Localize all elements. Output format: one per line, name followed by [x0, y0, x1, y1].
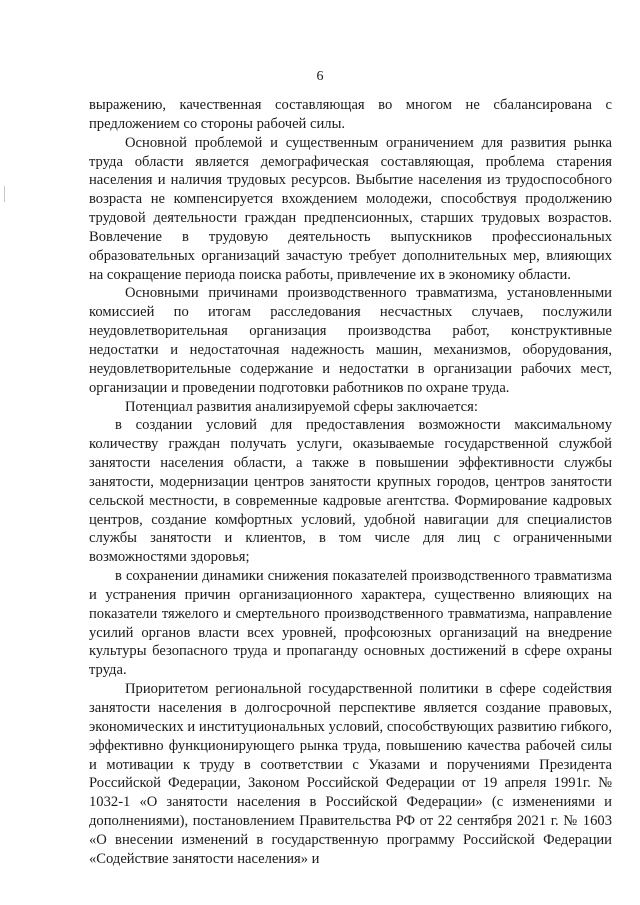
paragraph-potential-safety: в сохранении динамики снижения показателей производственного травматизма и устранения причин организационного характера, существенно влияющих на показатели тяжелого и смертельного производственного травматизма, направление усилий органов власти всех уровней, профсоюзных организаций на внедрение культуры безопасного труда и пропаганду основных достижений в сфере охраны труда.	[89, 568, 612, 679]
paragraph-potential-employment: в создании условий для предоставления возможности максимальному количеству граждан получать услуги, оказываемые государственной службой занятости населения области, а также в повышении эффективности службы занятости, модернизации центров занятости крупных городов, центров занятости сельской местности, в современные кадровые агентства. Формирование кадровых центров, создание комфортных условий, удобной навигации для специалистов службы занятости и клиентов, в том числе для лиц с ограниченными возможностями здоровья;	[89, 417, 612, 566]
paragraph-injury-causes: Основными причинами производственного травматизма, установленными комиссией по итогам расследования несчастных случаев, послужили неудовлетворительная организация производства работ, конструктивные недостатки и недостаточная надежность машин, механизмов, оборудования, неудовлетворительные содержание и недостатки в организации рабочих мест, организации и проведении подготовки работников по охране труда.	[89, 285, 612, 396]
paragraph-priority-policy: Приоритетом региональной государственной политики в сфере содействия занятости населения в долгосрочной перспективе является создание правовых, экономических и институциональных условий, способствующих развитию гибкого, эффективно функционирующего рынка труда, повышению качества рабочей силы и мотивации к труду в соответствии с Указами и поручениями Президента Российской Федерации, Законом Российской Федерации от 19 апреля 1991г. № 1032-1 «О занятости населения в Российской Федерации» (с изменениями и дополнениями), постановлением Правительства РФ от 22 сентября 2021 г. № 1603 «О внесении изменений в государственную программу Российской Федерации «Содействие занятости населения» и	[89, 681, 612, 867]
paragraph-potential-intro: Потенциал развития анализируемой сферы заключается:	[125, 398, 478, 415]
paragraph-demographics: Основной проблемой и существенным ограничением для развития рынка труда области является демографическая составляющая, проблема старения населения и наличия трудовых ресурсов. Выбытие населения из трудоспособного возраста не компенсируется вхождением молодежи, способствуя продолжению трудовой деятельности граждан предпенсионных, старших трудовых возрастов. Вовлечение в трудовую деятельность выпускников профессиональных образовательных организаций зачастую требует дополнительных мер, влияющих на сокращение периода поиска работы, привлечение их в экономику области.	[89, 134, 612, 283]
scan-edge-mark	[4, 186, 5, 202]
page-number: 6	[316, 69, 324, 84]
paragraph-continuation: выражению, качественная составляющая во многом не сбалансирована с предложением со стороны рабочей силы.	[89, 97, 612, 132]
document-body	[89, 96, 612, 869]
